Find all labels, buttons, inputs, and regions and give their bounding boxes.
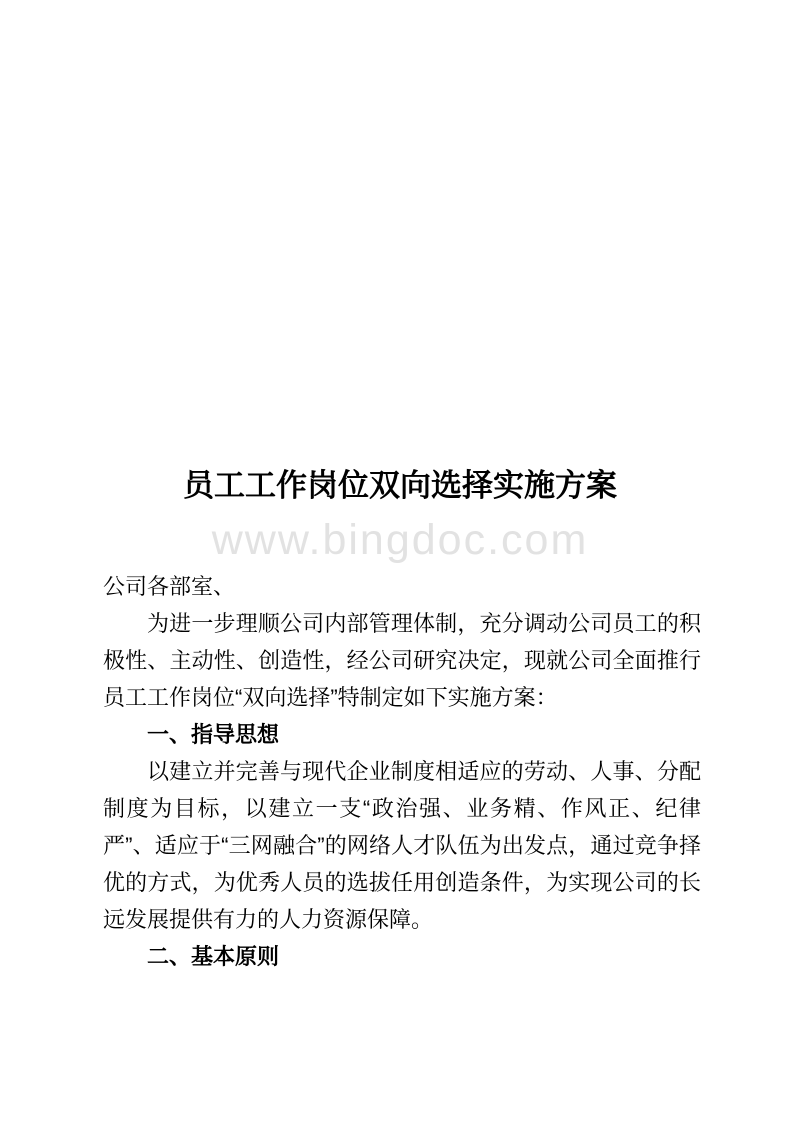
paragraph: 公司各部室、	[103, 574, 236, 599]
section-heading: 一、指导思想	[147, 722, 280, 747]
document-title: 员工工作岗位双向选择实施方案	[183, 468, 617, 503]
watermark-text: www.bingdoc.com	[211, 516, 589, 564]
document-body	[103, 568, 701, 975]
paragraph: 以建立并完善与现代企业制度相适应的劳动、人事、分配制度为目标，以建立一支“政治强、业务精、作风正、纪律严”、适应于“三网融合”的网络人才队伍为出发点，通过竞争择优的方式，为优秀人员的选拔任用创造条件，为实现公司的长远发展提供有力的人力资源保障。	[103, 759, 701, 932]
paragraph: 为进一步理顺公司内部管理体制，充分调动公司员工的积极性、主动性、创造性，经公司研究决定，现就公司全面推行员工工作岗位“双向选择”特制定如下实施方案：	[103, 611, 701, 710]
section-heading: 二、基本原则	[147, 944, 280, 969]
